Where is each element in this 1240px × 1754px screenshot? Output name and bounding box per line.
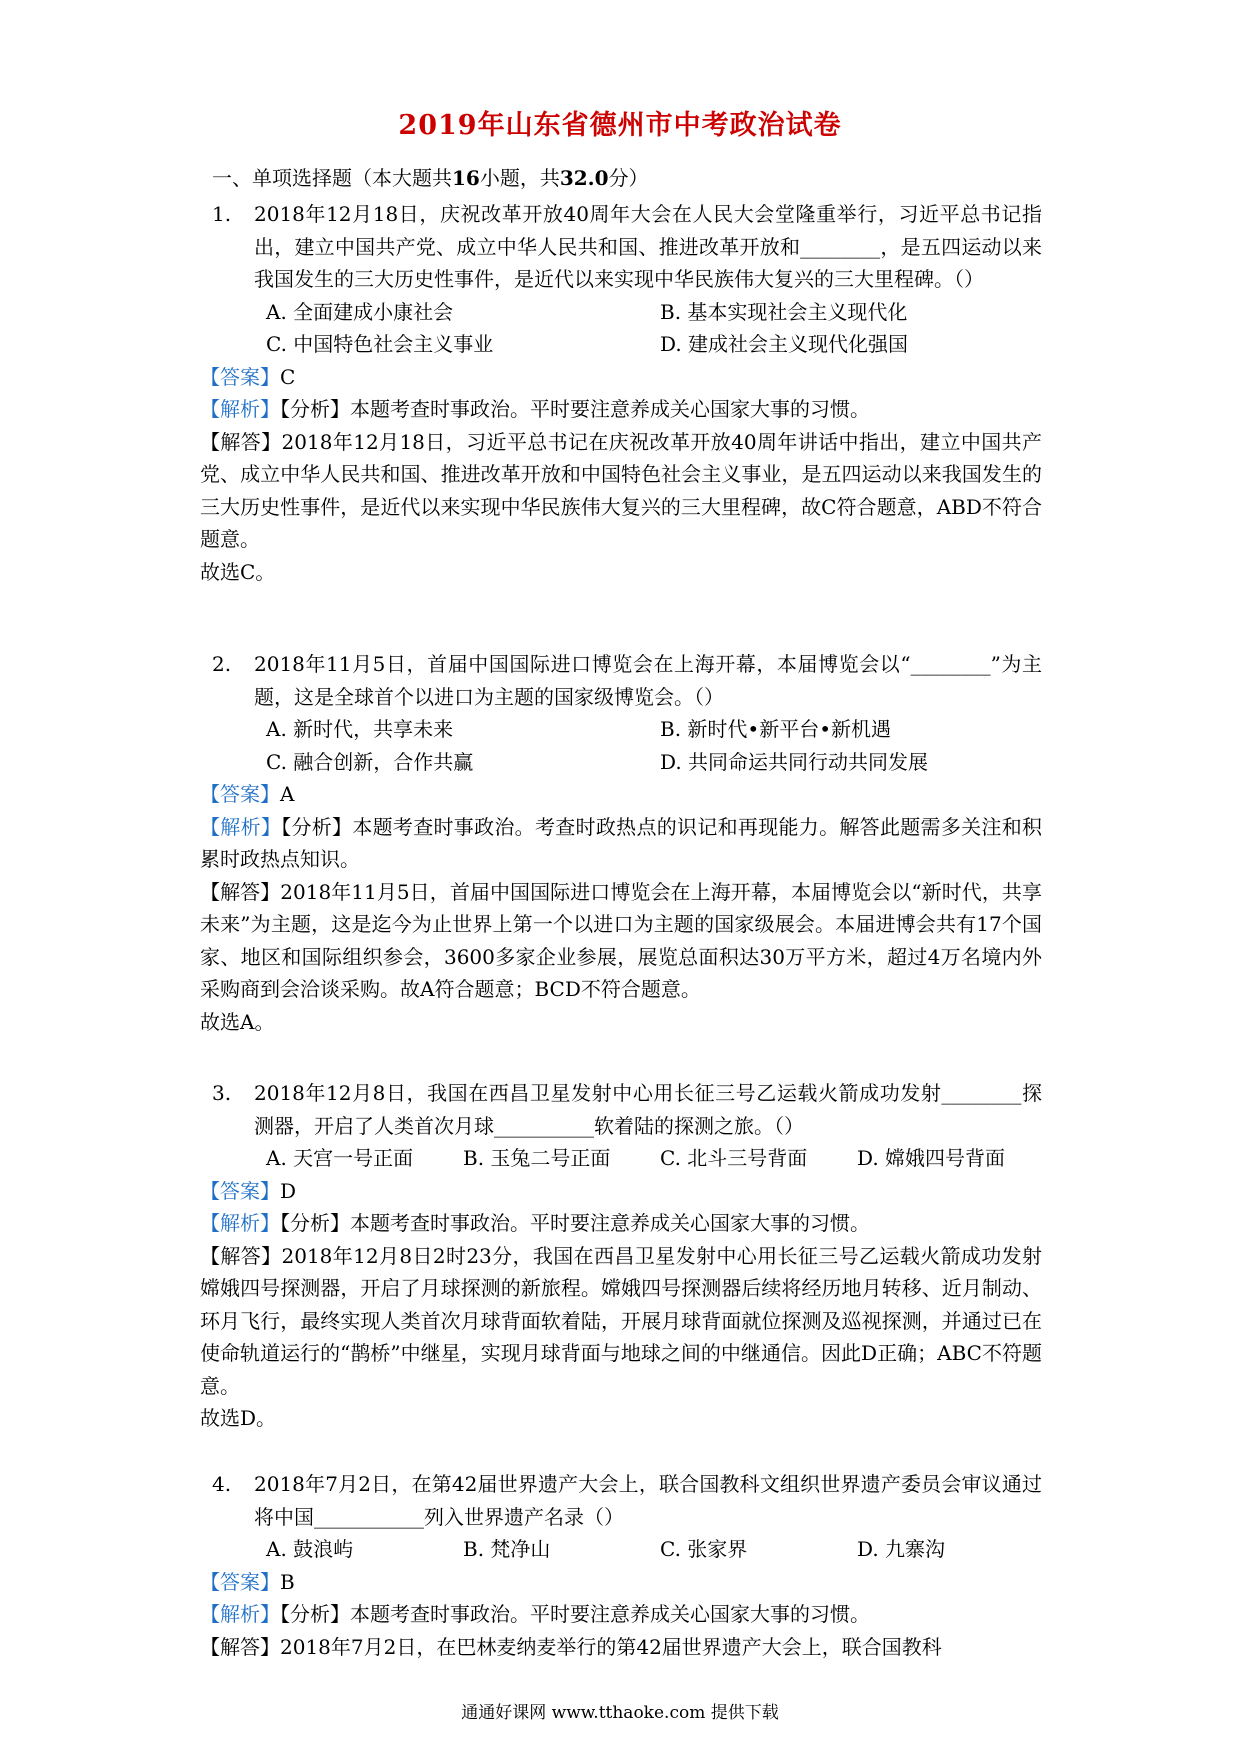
question-stem: 2018年12月18日，庆祝改革开放40周年大会在人民大会堂隆重举行，习近平总书记指出，建立中国共产党、成立中华人民共和国、推进改革开放和________，是五四运动以来我国发生的三大历史性事件，是近代以来实现中华民族伟大复兴的三大里程碑。（） — [254, 202, 1042, 291]
analysis-label: 【解析】 — [200, 1602, 280, 1626]
analysis-text: 【分析】本题考查时事政治。平时要注意养成关心国家大事的习惯。 — [280, 397, 870, 421]
answer-label: 【答案】 — [200, 364, 280, 389]
options — [254, 713, 1042, 778]
question-4 — [200, 1468, 1042, 1663]
question-number: 1. — [212, 202, 232, 226]
question-number: 2. — [212, 652, 232, 676]
option-b: B. 新时代•新平台•新机遇 — [660, 717, 892, 741]
option-b: B. 基本实现社会主义现代化 — [660, 299, 908, 324]
answer-value: D — [280, 1178, 297, 1203]
conclusion-text: 故选D。 — [200, 1406, 277, 1430]
option-a: A. 新时代，共享未来 — [266, 717, 454, 741]
solution-text: 【解答】2018年12月8日2时23分，我国在西昌卫星发射中心用长征三号乙运载火箭成功发射嫦娥四号探测器，开启了月球探测的新旅程。嫦娥四号探测器后续将经历地月转移、近月制动、环月飞行，最终实现人类首次月球背面软着陆，开展月球背面就位探测及巡视探测，并通过已在使命轨道运行的“鹊桥”中继星，实现月球背面与地球之间的中继通信。因此D正确；ABC不符题意。 — [200, 1243, 1042, 1398]
question-stem: 2018年7月2日，在第42届世界遗产大会上，联合国教科文组织世界遗产委员会审议通过将中国___________列入世界遗产名录（） — [254, 1472, 1042, 1529]
option-c: C. 北斗三号背面 — [660, 1146, 808, 1170]
question-3 — [200, 1077, 1042, 1435]
option-b: B. 玉兔二号正面 — [463, 1146, 611, 1170]
page-title: 2019年山东省德州市中考政治试卷 — [398, 110, 842, 141]
solution-text: 【解答】2018年12月18日，习近平总书记在庆祝改革开放40周年讲话中指出，建立中国共产党、成立中华人民共和国、推进改革开放和中国特色社会主义事业，是五四运动以来我国发生的三大历史性事件，是近代以来实现中华民族伟大复兴的三大里程碑，故C符合题意，ABD不符合题意。 — [200, 429, 1042, 551]
question-2 — [200, 648, 1043, 1038]
option-c: C. 张家界 — [660, 1537, 748, 1561]
option-d: D. 共同命运共同行动共同发展 — [660, 749, 929, 774]
options — [254, 1142, 1042, 1175]
answer-block — [200, 1566, 1042, 1664]
option-c: C. 中国特色社会主义事业 — [266, 332, 494, 356]
solution-text: 【解答】2018年7月2日，在巴林麦纳麦举行的第42届世界遗产大会上，联合国教科 — [200, 1634, 942, 1659]
conclusion-text: 故选C。 — [200, 559, 276, 584]
page-footer: 通通好课网 www.tthaoke.com 提供下载 — [461, 1703, 779, 1723]
analysis-text: 【分析】本题考查时事政治。考查时政热点的识记和再现能力。解答此题需多关注和积累时政热点知识。 — [200, 814, 1043, 871]
section-heading: 一、单项选择题（本大题共16小题，共32.0分） — [212, 166, 649, 190]
answer-label: 【答案】 — [200, 1178, 280, 1203]
option-d: D. 嫦娥四号背面 — [857, 1146, 1006, 1170]
question-number: 3. — [212, 1081, 232, 1105]
options — [254, 1533, 1042, 1566]
answer-block — [200, 361, 1042, 589]
answer-value: C — [280, 364, 296, 389]
option-a: A. 天宫一号正面 — [266, 1146, 414, 1170]
answer-label: 【答案】 — [200, 782, 280, 806]
option-b: B. 梵净山 — [463, 1537, 551, 1561]
option-c: C. 融合创新，合作共赢 — [266, 749, 474, 774]
question-1 — [200, 198, 1042, 588]
analysis-label: 【解析】 — [200, 1211, 280, 1235]
question-stem: 2018年12月8日，我国在西昌卫星发射中心用长征三号乙运载火箭成功发射________探测器，开启了人类首次月球__________软着陆的探测之旅。（） — [254, 1081, 1042, 1138]
option-a: A. 鼓浪屿 — [266, 1537, 354, 1561]
answer-block — [200, 1175, 1042, 1435]
analysis-text: 【分析】本题考查时事政治。平时要注意养成关心国家大事的习惯。 — [280, 1211, 870, 1235]
analysis-label: 【解析】 — [200, 397, 280, 421]
answer-block — [200, 778, 1042, 1038]
option-d: D. 九寨沟 — [857, 1537, 946, 1561]
conclusion-text: 故选A。 — [200, 1009, 275, 1034]
answer-value: B — [280, 1569, 295, 1594]
option-d: D. 建成社会主义现代化强国 — [660, 332, 909, 356]
solution-text: 【解答】2018年11月5日，首届中国国际进口博览会在上海开幕，本届博览会以“新时代，共享未来”为主题，这是迄今为止世界上第一个以进口为主题的国家级展会。本届进博会共有17个国家、地区和国际组织参会，3600多家企业参展，展览总面积达30万平方米，超过4万名境内外采购商到会洽谈采购。故A符合题意；BCD不符合题意。 — [200, 879, 1042, 1001]
answer-value: A — [280, 782, 295, 806]
answer-label: 【答案】 — [200, 1569, 280, 1594]
question-number: 4. — [212, 1472, 232, 1496]
option-a: A. 全面建成小康社会 — [266, 299, 454, 324]
analysis-text: 【分析】本题考查时事政治。平时要注意养成关心国家大事的习惯。 — [280, 1602, 870, 1626]
options — [254, 296, 1042, 361]
analysis-label: 【解析】 — [200, 814, 282, 839]
question-stem: 2018年11月5日，首届中国国际进口博览会在上海开幕，本届博览会以“________”为主题，这是全球首个以进口为主题的国家级博览会。（） — [254, 652, 1042, 709]
